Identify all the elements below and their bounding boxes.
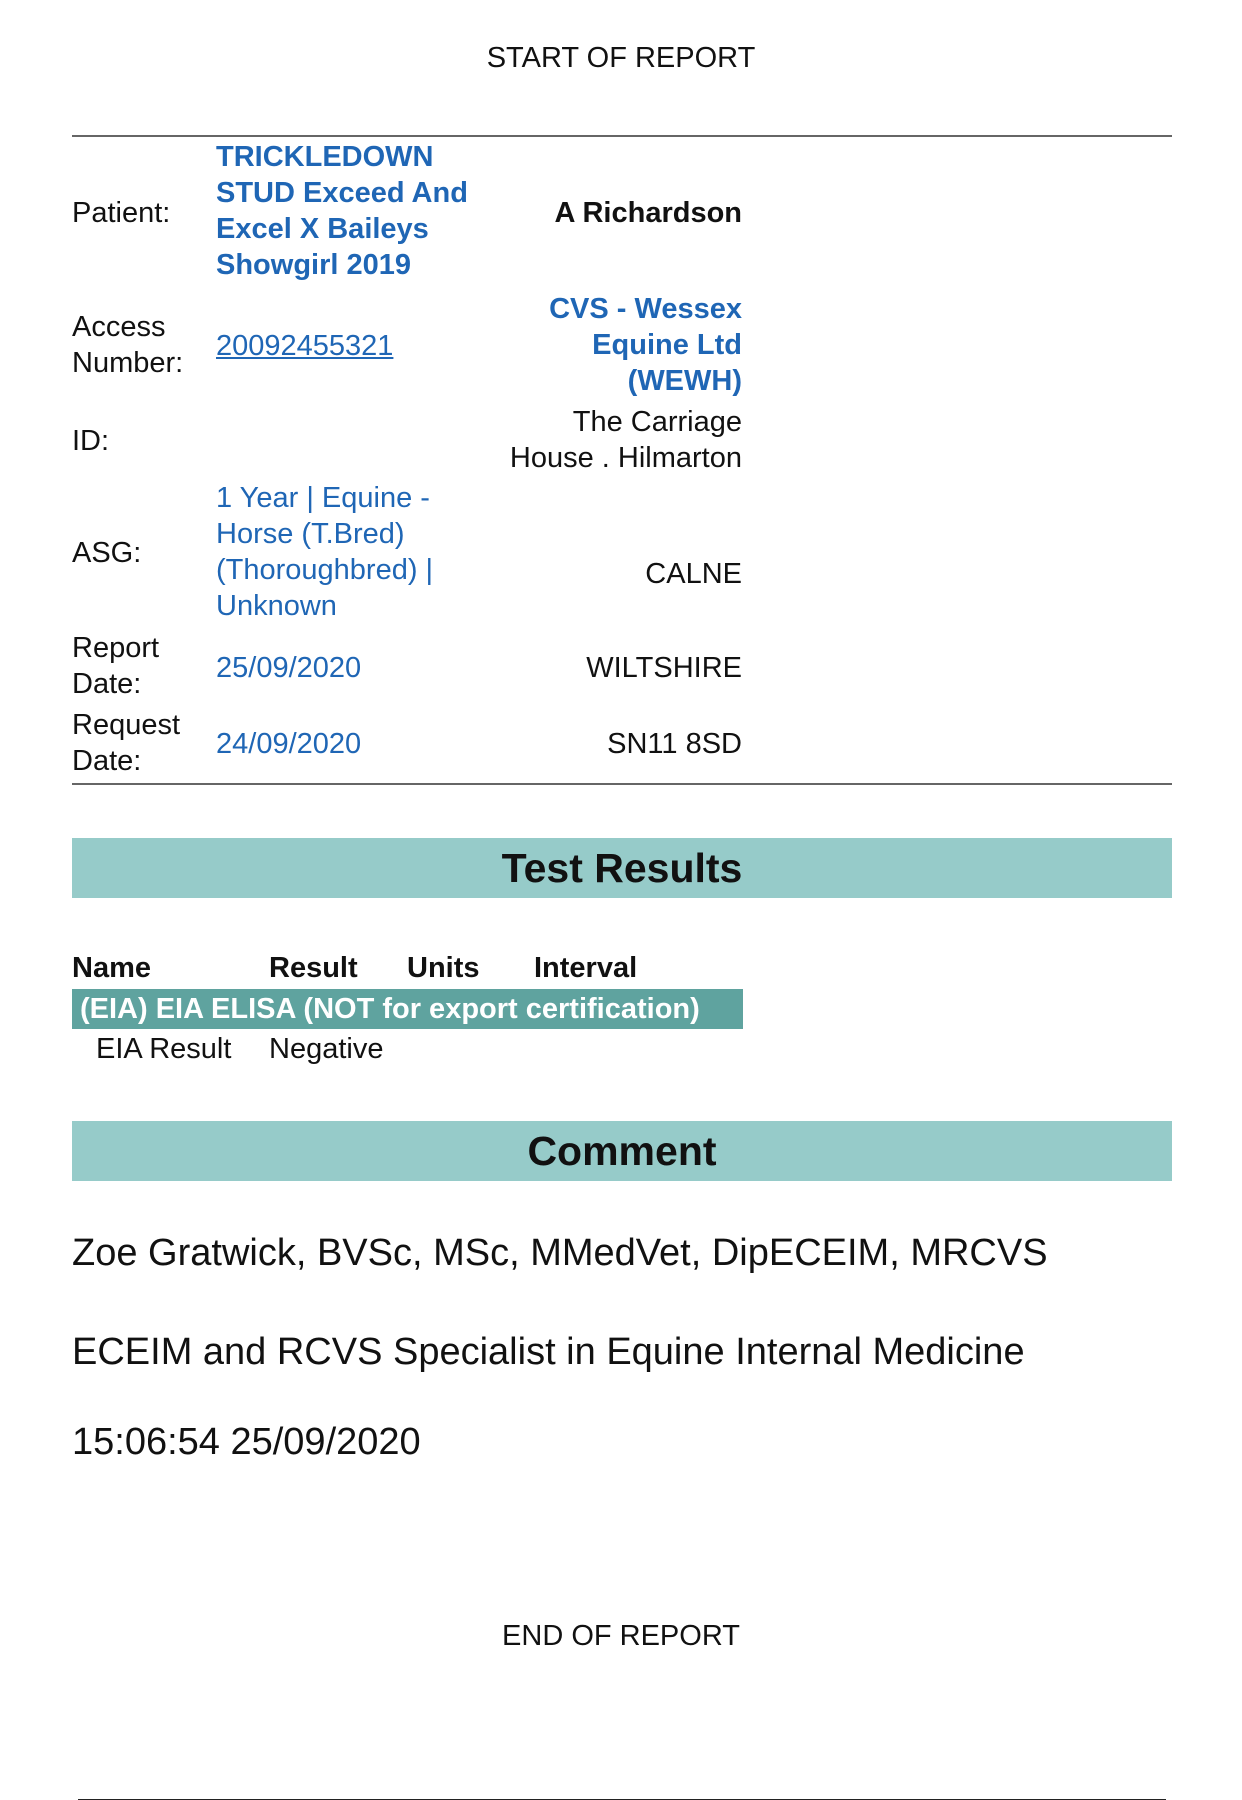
test-result-cell: Negative [269, 1033, 384, 1065]
asg-value-line: Unknown [216, 590, 337, 622]
column-header-result: Result [269, 952, 358, 984]
header-top-rule [72, 135, 1172, 137]
test-results-heading: Test Results [72, 838, 1172, 898]
clinic-name [549, 291, 742, 399]
test-group-name: (EIA) EIA ELISA (NOT for export certification) [80, 993, 700, 1025]
asg-value [216, 480, 506, 624]
column-header-interval: Interval [534, 952, 638, 984]
clinic-address [510, 404, 742, 476]
report-date-value: 25/09/2020 [216, 652, 362, 684]
report-date-label [72, 630, 212, 702]
id-label: ID: [72, 425, 110, 457]
access-number-label [72, 309, 212, 381]
column-header-units: Units [407, 952, 480, 984]
clinic-name-line: Equine Ltd [592, 329, 742, 361]
clinic-town: CALNE [645, 558, 742, 590]
asg-label: ASG: [72, 537, 142, 569]
end-of-report: END OF REPORT [502, 1620, 740, 1652]
request-date-label-line: Request [72, 709, 181, 741]
patient-name-line: Excel X Baileys [216, 213, 429, 245]
clinic-county: WILTSHIRE [586, 652, 742, 684]
clinic-address-line: The Carriage [572, 406, 742, 438]
patient-name-line: STUD Exceed And [216, 177, 468, 209]
comment-timestamp: 15:06:54 25/09/2020 [72, 1421, 421, 1463]
access-number-link[interactable]: 20092455321 [216, 330, 394, 362]
comment-heading: Comment [72, 1121, 1172, 1181]
patient-name-line: Showgirl 2019 [216, 249, 412, 281]
owner-name: A Richardson [554, 197, 742, 229]
test-group-row [72, 989, 743, 1029]
clinic-address-line: House . Hilmarton [509, 442, 742, 474]
clinic-postcode: SN11 8SD [607, 728, 742, 760]
report-date-label-line: Report [72, 632, 160, 664]
patient-name-line: TRICKLEDOWN [216, 141, 434, 173]
access-number-label-line: Access [72, 311, 166, 343]
asg-value-line: (Thoroughbred) | [216, 554, 434, 586]
comment-signatory: Zoe Gratwick, BVSc, MSc, MMedVet, DipECEIM, MRCVS [72, 1232, 1048, 1274]
request-date-label [72, 707, 212, 779]
asg-value-line: Horse (T.Bred) [216, 518, 405, 550]
request-date-label-line: Date: [72, 745, 142, 777]
test-name-cell: EIA Result [96, 1033, 232, 1065]
start-of-report: START OF REPORT [486, 42, 756, 74]
clinic-name-line: (WEWH) [627, 365, 742, 397]
request-date-value: 24/09/2020 [216, 728, 362, 760]
header-bottom-rule [72, 783, 1172, 785]
patient-name [216, 139, 506, 283]
column-header-name: Name [72, 952, 151, 984]
comment-specialism: ECEIM and RCVS Specialist in Equine Internal Medicine [72, 1331, 1025, 1373]
patient-label: Patient: [72, 197, 171, 229]
access-number-label-line: Number: [72, 347, 184, 379]
asg-value-line: 1 Year | Equine - [216, 482, 430, 514]
report-date-label-line: Date: [72, 668, 142, 700]
clinic-name-line: CVS - Wessex [549, 293, 742, 325]
